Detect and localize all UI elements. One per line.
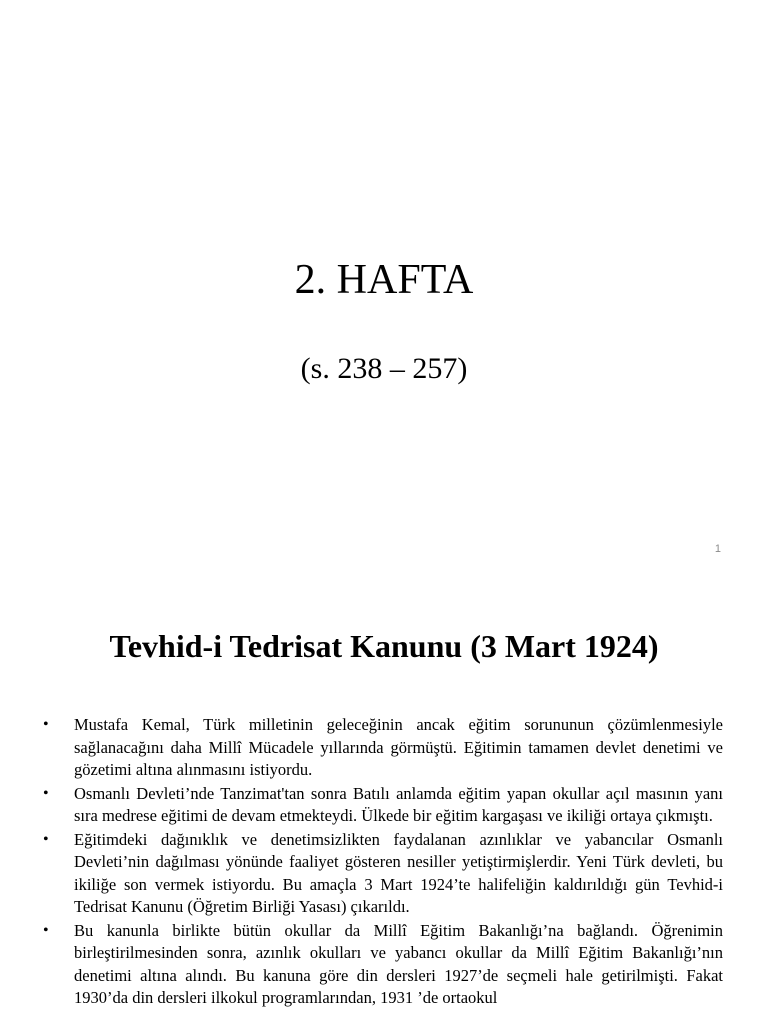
bullet-text: Bu kanunla birlikte bütün okullar da Millî Eğitim Bakanlığı’na bağlandı. Öğrenimin birleştirilmesinden sonra, azınlık okulları ve yabancı okullar da Millî Eğitim Bakanlığı’nın denetimi altına alındı. Bu kanuna göre din dersleri 1927’de seçmeli hale getirilmişti. Fakat 1930’da din dersleri ilkokul programlarından, 1931 ’de ortaokul (74, 920, 723, 1007)
slide-title: 2. HAFTA (294, 257, 474, 303)
bullet-item (43, 783, 723, 828)
bullet-icon: • (43, 921, 49, 939)
slide-heading: Tevhid-i Tedrisat Kanunu (3 Mart 1924) (109, 628, 659, 664)
bullet-icon: • (43, 830, 49, 848)
bullet-text: Mustafa Kemal, Türk milletinin geleceğinin ancak eğitim sorununun çözümlenmesiyle sağlanacağını daha Millî Mücadele yıllarında görmüştü. Eğitimin tamamen devlet denetimi ve gözetimi altına alınmasını istiyordu. (74, 715, 723, 779)
content-slide (0, 576, 768, 1024)
page-number: 1 (714, 543, 721, 555)
bullet-list (43, 714, 723, 1011)
bullet-text: Osmanlı Devleti’nde Tanzimat'tan sonra Batılı anlamda eğitim yapan okullar açıl masının yanı sıra medrese eğitimi de devam etmekteydi. Ülkede bir eğitim kargaşası ve ikiliği ortaya çıkmıştı. (74, 783, 723, 825)
bullet-icon: • (43, 716, 49, 733)
bullet-item (43, 714, 723, 782)
slide-subtitle: (s. 238 – 257) (300, 352, 468, 385)
bullet-text: Eğitimdeki dağınıklık ve denetimsizlikten faydalanan azınlıklar ve yabancılar Osmanlı Devleti’nin dağılması yönünde faaliyet gösteren nesiller yetiştirmişlerdir. Yeni Türk devleti, bu ikiliğe son vermek istiyordu. Bu amaçla 3 Mart 1924’te halifeliğin kaldırıldığı gün Tevhid-i Tedrisat Kanunu (Öğretim Birliği Yasası) çıkarıldı. (74, 829, 723, 916)
bullet-item (43, 920, 723, 1010)
bullet-item (43, 829, 723, 919)
bullet-icon: • (43, 784, 49, 802)
